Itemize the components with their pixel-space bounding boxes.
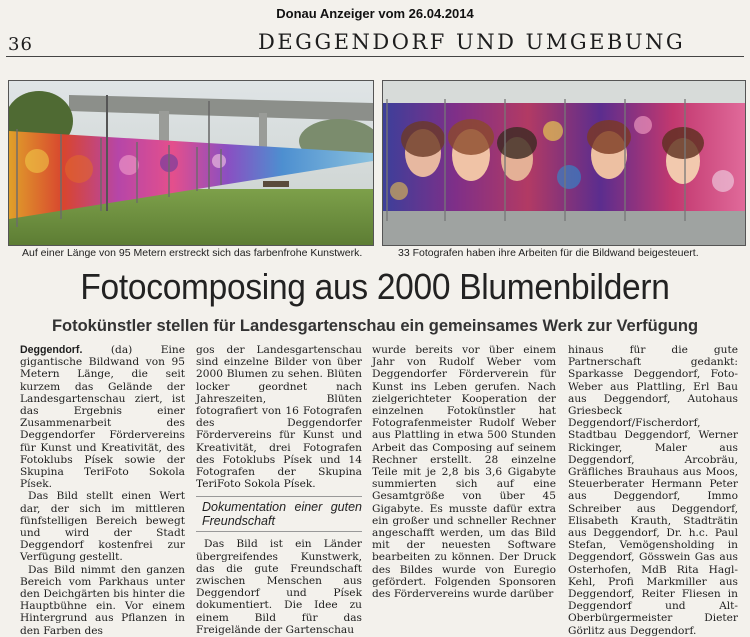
article-column-4: [568, 344, 738, 637]
photo-mural-faces: [382, 80, 746, 246]
paragraph: Das Bild nimmt den ganzen Bereich vom Parkhaus unter den Deichgärten bis hinter die Hauptbühne ein. Vor einem Hintergrund aus Pflanzen in den Farben des: [20, 563, 185, 637]
page-number: 36: [8, 34, 33, 55]
paragraph: Das Bild stellt einen Wert dar, der sich im mittleren fünfstelligen Bereich bewegt und wird der Stadt Deggendorf kostenfrei zur Verfügung gestellt.: [20, 490, 185, 564]
paragraph: [20, 344, 185, 490]
paragraph: gos der Landesgartenschau sind einzelne Bilder von über 2000 Blumen zu sehen. Blüten locker geordnet nach Jahreszeiten, Blüten fotografiert von 16 Fotografen des Deggendorfer Fördervereins für Kunst und Kreativität, drei Fotografen des Fotoklubs Písek und 14 Fotografen der Skupina TeriFoto Sokola Písek.: [196, 344, 362, 491]
article-column-2: [196, 344, 362, 636]
paragraph: wurde bereits vor über einem Jahr von Rudolf Weber vom Deggendorfer Förderverein für Kunst ins Leben gerufen. Nach zielgerichteter Kooperation der einzelnen Fotokünstler hat Fotografenmeister Rudolf Weber aus Plattling in etwa 500 Stunden Arbeit das Composing auf seinem Rechner erstellt. 28 einzelne Teile mit je 2,8 bis 3,6 Gigabyte summierten sich auf eine Gesamtgröße von über 45 Gigabyte. Es musste dafür extra ein großer und schneller Rechner angeschafft werden, um das Bild mit der neuesten Software bearbeiten zu können. Der Druck des Bildes wurde von Euregio gefördert. Folgenden Sponsoren des Fördervereins wurde darüber: [372, 344, 556, 601]
paragraph: hinaus für die gute Partnerschaft gedankt: Sparkasse Deggendorf, Foto-Weber aus Plattling, Erl Bau aus Deggendorf, Autohaus Griesbeck Deggendorf/Fischerdorf, Stadtbau Deggendorf, Werner Rickinger, Maler aus Deggendorf, Arcobräu, Gräfliches Brauhaus aus Moos, Steuerberater Hermann Peter aus Deggendorf, Immo Schreiber aus Deggendorf, Elisabeth Krauth, Stadträtin aus Deggendorf, Dr. h.c. Paul Stefan, Vemögensholding in Deggendorf, Gösswein Gas aus Osterhofen, MdB Rita Hagl-Kehl, Profi Markmiller aus Deggendorf, Reiter Fliesen in Deggendorf und Alt-Oberbürgermeister Dieter Görlitz aus Deggendorf.: [568, 344, 738, 637]
section-title: DEGGENDORF UND UMGEBUNG: [258, 30, 686, 54]
photo-caption-left: Auf einer Länge von 95 Metern erstreckt sich das farbenfrohe Kunstwerk.: [22, 247, 363, 259]
subheading: Dokumentation einer guten Freundschaft: [196, 496, 362, 532]
photo-caption-right: 33 Fotografen haben ihre Arbeiten für die Bildwand beigesteuert.: [398, 247, 699, 259]
paragraph: Das Bild ist ein Länder übergreifendes Kunstwerk, das die gute Freundschaft zwischen Menschen aus Deggendorf und Písek dokumentiert. Die Idee zu einem Bild für das Freigelände der Gartenschau: [196, 538, 362, 636]
header-rule: [6, 56, 744, 57]
headline: Fotocomposing aus 2000 Blumenbildern: [80, 266, 670, 307]
photo-mural-lawn: [8, 80, 374, 246]
photo-mural-faces-image: [383, 81, 745, 245]
paragraph-text: (da) Eine gigantische Bildwand von 95 Metern Länge, die seit kurzem das Gelände der Landesgartenschau ziert, ist das Ergebnis einer Zusammenarbeit des Deggendorfer Fördervereins für Kunst und Kreativität, des Fotoklubs Písek sowie der Skupina TeriFoto Sokola Písek.: [20, 344, 185, 491]
source-line: Donau Anzeiger vom 26.04.2014: [276, 6, 474, 21]
subheadline: Fotokünstler stellen für Landesgartenschau ein gemeinsames Werk zur Verfügung: [51, 317, 699, 335]
photo-mural-lawn-image: [9, 81, 373, 245]
article-column-1: [20, 344, 185, 637]
dateline: Deggendorf.: [20, 344, 83, 356]
article-column-3: [372, 344, 556, 600]
